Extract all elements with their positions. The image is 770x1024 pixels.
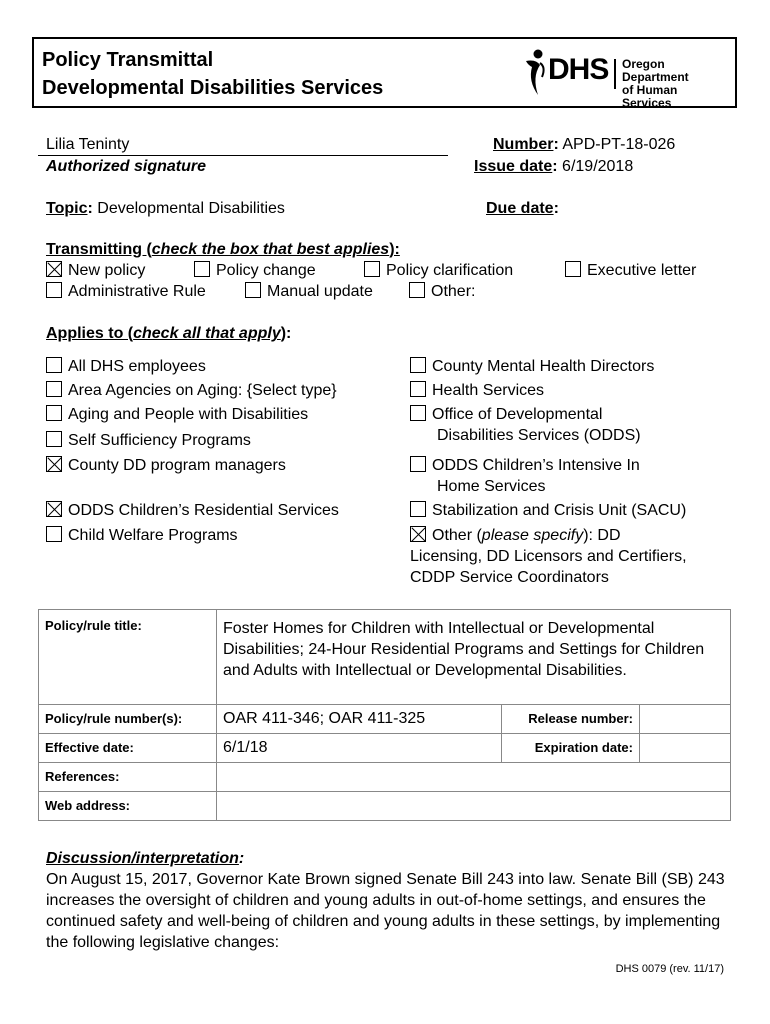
- applies-county-mental-health[interactable]: County Mental Health Directors: [410, 357, 654, 377]
- issue-date-label: Issue date: [474, 158, 553, 175]
- applies-county-dd-managers[interactable]: County DD program managers: [46, 456, 286, 476]
- issue-date-value: 6/19/2018: [562, 158, 634, 175]
- policy-title-label: Policy/rule title:: [39, 610, 217, 705]
- web-address-label: Web address:: [39, 792, 217, 821]
- applies-odds-intensive-line2: Home Services: [437, 478, 546, 495]
- transmit-option-new-policy[interactable]: New policy: [46, 261, 145, 281]
- form-footer: DHS 0079 (rev. 11/17): [615, 963, 724, 975]
- number-field: Number: APD-PT-18-026: [493, 136, 676, 153]
- discussion-heading: Discussion/interpretation:: [46, 850, 245, 867]
- logo-org-name: [622, 58, 723, 110]
- checkbox[interactable]: [46, 526, 62, 542]
- dhs-logo: [518, 47, 723, 110]
- policy-number-label: Policy/rule number(s):: [39, 705, 217, 734]
- applies-health-services[interactable]: Health Services: [410, 381, 544, 401]
- applies-odds-office-line2: Disabilities Services (ODDS): [437, 427, 641, 444]
- discussion-section: [46, 848, 736, 953]
- checkbox[interactable]: [364, 261, 380, 277]
- applies-child-welfare[interactable]: Child Welfare Programs: [46, 526, 238, 546]
- checkbox[interactable]: [245, 282, 261, 298]
- checkbox[interactable]: [410, 526, 426, 542]
- references-value[interactable]: [217, 763, 731, 792]
- checkbox[interactable]: [46, 282, 62, 298]
- applies-to-heading: Applies to (check all that apply):: [46, 325, 292, 342]
- signature-line: [38, 155, 448, 156]
- transmit-option-other[interactable]: Other:: [409, 282, 475, 302]
- transmit-option-executive-letter[interactable]: Executive letter: [565, 261, 696, 281]
- expiration-date-label: Expiration date:: [502, 734, 640, 763]
- logo-org-line-2: of Human Services: [622, 83, 678, 110]
- checkbox[interactable]: [46, 501, 62, 517]
- applies-sacu[interactable]: Stabilization and Crisis Unit (SACU): [410, 501, 686, 521]
- applies-other-line2: Licensing, DD Licensors and Certifiers,: [410, 548, 687, 565]
- title-line-2: Developmental Disabilities Services: [42, 77, 384, 99]
- logo-org-line-1: Oregon Department: [622, 57, 689, 84]
- effective-date-value[interactable]: 6/1/18: [217, 734, 502, 763]
- transmit-option-administrative-rule[interactable]: Administrative Rule: [46, 282, 206, 302]
- checkbox[interactable]: [194, 261, 210, 277]
- number-value: APD-PT-18-026: [562, 136, 676, 153]
- checkbox[interactable]: [565, 261, 581, 277]
- applies-odds-office[interactable]: Office of Developmental: [410, 405, 602, 425]
- policy-title-value[interactable]: Foster Homes for Children with Intellectual or Developmental Disabilities; 24-Hour Residential Programs and Settings for Children and Adults with Intellectual or Developmental Disabilities.: [217, 610, 731, 705]
- checkbox[interactable]: [410, 381, 426, 397]
- logo-dhs-text: DHS: [548, 53, 609, 86]
- person-figure-icon: [518, 47, 548, 99]
- checkbox[interactable]: [410, 405, 426, 421]
- applies-other-line3: CDDP Service Coordinators: [410, 569, 609, 586]
- checkbox[interactable]: [46, 381, 62, 397]
- number-label: Number: [493, 136, 554, 153]
- checkbox[interactable]: [46, 456, 62, 472]
- release-number-value[interactable]: [640, 705, 731, 734]
- signature-name: Lilia Teninty: [46, 136, 130, 153]
- applies-area-agencies-on-aging[interactable]: Area Agencies on Aging: {Select type}: [46, 381, 337, 401]
- transmit-option-policy-clarification[interactable]: Policy clarification: [364, 261, 513, 281]
- web-address-value[interactable]: [217, 792, 731, 821]
- applies-other[interactable]: Other (please specify): DD: [410, 526, 621, 546]
- transmit-option-manual-update[interactable]: Manual update: [245, 282, 373, 302]
- checkbox[interactable]: [409, 282, 425, 298]
- expiration-date-value[interactable]: [640, 734, 731, 763]
- applies-aging-and-people[interactable]: Aging and People with Disabilities: [46, 405, 308, 425]
- transmitting-heading: Transmitting (check the box that best applies):: [46, 241, 400, 258]
- due-date-label: Due date: [486, 200, 554, 217]
- signature-label: Authorized signature: [46, 158, 207, 175]
- header-box: [32, 37, 737, 108]
- applies-odds-intensive[interactable]: ODDS Children’s Intensive In: [410, 456, 640, 476]
- references-label: References:: [39, 763, 217, 792]
- topic-field: Topic: Developmental Disabilities: [46, 200, 285, 217]
- effective-date-label: Effective date:: [39, 734, 217, 763]
- applies-self-sufficiency[interactable]: Self Sufficiency Programs: [46, 431, 251, 451]
- logo-divider: [614, 59, 616, 89]
- checkbox[interactable]: [410, 456, 426, 472]
- applies-all-dhs-employees[interactable]: All DHS employees: [46, 357, 206, 377]
- checkbox[interactable]: [410, 501, 426, 517]
- applies-odds-childrens-residential[interactable]: ODDS Children’s Residential Services: [46, 501, 339, 521]
- release-number-label: Release number:: [502, 705, 640, 734]
- title-line-1: Policy Transmittal: [42, 49, 214, 71]
- discussion-body: On August 15, 2017, Governor Kate Brown signed Senate Bill 243 into law. Senate Bill (SB) 243 increases the oversight of children and young adults in out-of-home settings, and ensures the continued safety and well-being of children and young adults in these settings, by implementing the following legislative changes:: [46, 871, 725, 951]
- checkbox[interactable]: [46, 405, 62, 421]
- due-date-field: Due date:: [486, 200, 559, 217]
- checkbox[interactable]: [46, 431, 62, 447]
- policy-info-table: [38, 609, 731, 821]
- issue-date-field: Issue date: 6/19/2018: [474, 158, 634, 175]
- topic-value: Developmental Disabilities: [97, 200, 285, 217]
- checkbox[interactable]: [46, 357, 62, 373]
- checkbox[interactable]: [410, 357, 426, 373]
- policy-number-value[interactable]: OAR 411-346; OAR 411-325: [217, 705, 502, 734]
- topic-label: Topic: [46, 200, 88, 217]
- checkbox[interactable]: [46, 261, 62, 277]
- transmit-option-policy-change[interactable]: Policy change: [194, 261, 316, 281]
